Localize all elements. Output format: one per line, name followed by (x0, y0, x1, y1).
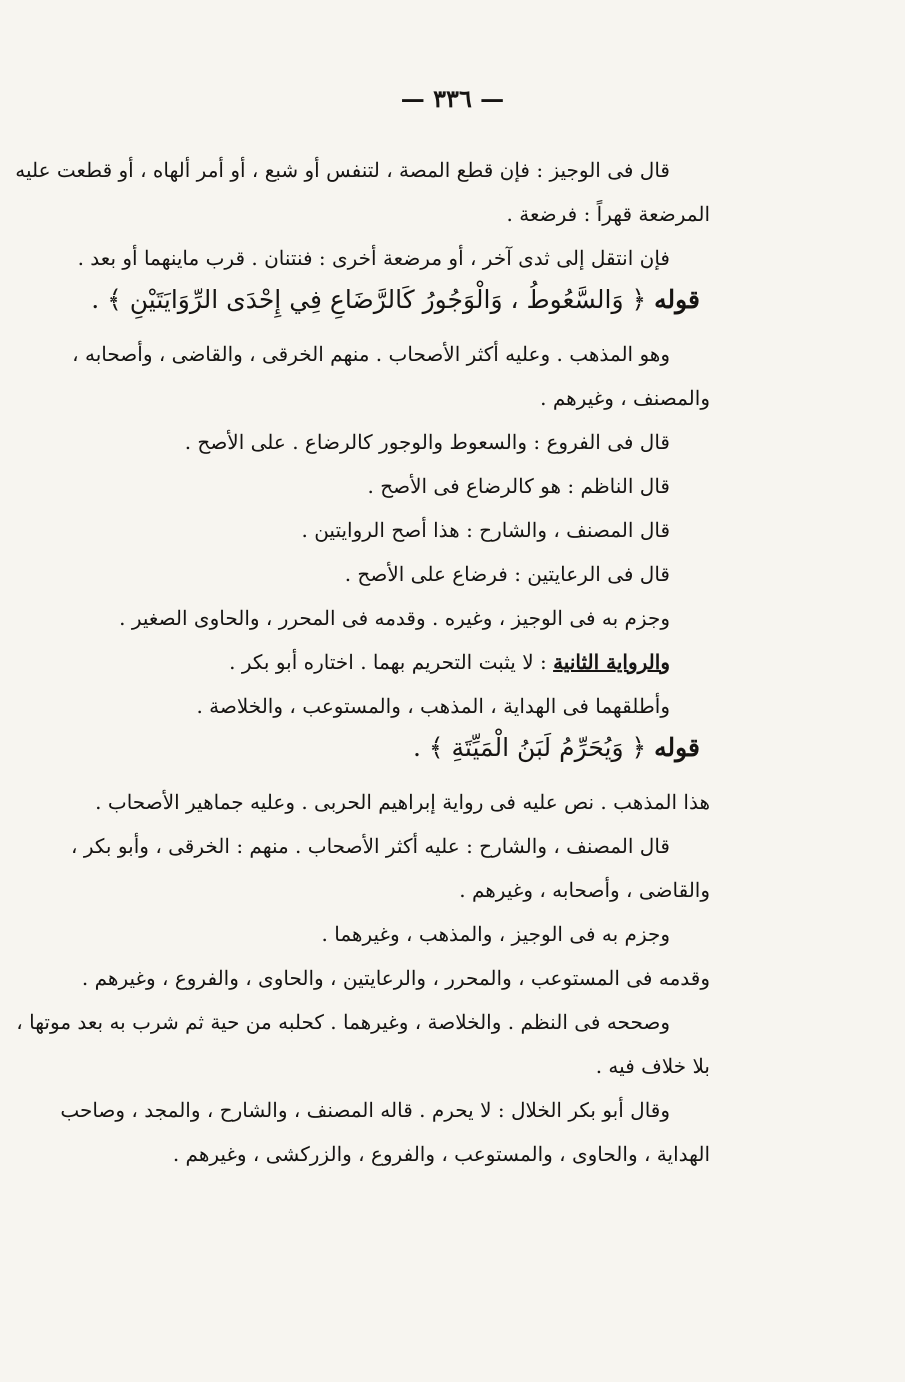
text-line: المرضعة قهراً : فرضعة . (506, 202, 710, 226)
text-line: وقدمه فى المستوعب ، والمحرر ، والرعايتين ، والحاوى ، والفروع ، وغيرهم . (81, 966, 710, 990)
heading-text: ﴿ وَيُحَرِّمُ لَبَنُ الْمَيِّتَةِ ﴾ . (413, 733, 647, 762)
text-line: قال المصنف ، والشارح : عليه أكثر الأصحاب . منهم : الخرقى ، وأبو بكر ، (71, 834, 670, 858)
text-line: وجزم به فى الوجيز ، وغيره . وقدمه فى المحرر ، والحاوى الصغير . (119, 606, 670, 630)
text-line-riwaya (100, 642, 710, 686)
text-line: وصححه فى النظم . والخلاصة ، وغيرهما . كحلبه من حية ثم شرب به بعد موتها ، (16, 1010, 670, 1034)
text-line: وقال أبو بكر الخلال : لا يحرم . قاله المصنف ، والشارح ، والمجد ، وصاحب (60, 1098, 670, 1122)
page-number: — ٣٣٦ — (400, 84, 505, 113)
riwaya-text: : لا يثبت التحريم بهما . اختاره أبو بكر . (229, 650, 547, 674)
text-line: قال فى الرعايتين : فرضاع على الأصح . (344, 562, 670, 586)
heading-keyword: قوله (654, 285, 700, 314)
text-line: قال فى الوجيز : فإن قطع المصة ، لتنفس أو شبع ، أو أمر ألهاه ، أو قطعت عليه (15, 158, 670, 182)
heading-text: ﴿ وَالسَّعُوطُ ، وَالْوَجُورُ كَالرَّضَاعِ فِي إِحْدَى الرِّوَايَتَيْنِ ﴾ . (91, 285, 647, 314)
text-line: وهو المذهب . وعليه أكثر الأصحاب . منهم الخرقى ، والقاضى ، وأصحابه ، (72, 342, 670, 366)
quoted-heading (91, 282, 710, 334)
text-line: قال المصنف ، والشارح : هذا أصح الروايتين . (301, 518, 670, 542)
riwaya-label: والرواية الثانية (553, 650, 670, 674)
text-line: بلا خلاف فيه . (595, 1054, 710, 1078)
text-line: قال الناظم : هو كالرضاع فى الأصح . (367, 474, 670, 498)
text-line: قال فى الفروع : والسعوط والوجور كالرضاع . على الأصح . (184, 430, 670, 454)
text-line: الهداية ، والحاوى ، والمستوعب ، والفروع ، والزركشى ، وغيرهم . (172, 1142, 710, 1166)
body-text (15, 150, 710, 1178)
text-line: والمصنف ، وغيرهم . (540, 386, 710, 410)
heading-keyword: قوله (654, 733, 700, 762)
quoted-heading (100, 730, 710, 782)
text-line: فإن انتقل إلى ثدى آخر ، أو مرضعة أخرى : فنتنان . قرب ماينهما أو بعد . (77, 246, 670, 270)
text-line: وجزم به فى الوجيز ، والمذهب ، وغيرهما . (321, 922, 670, 946)
text-line: والقاضى ، وأصحابه ، وغيرهم . (459, 878, 710, 902)
text-line: وأطلقهما فى الهداية ، المذهب ، والمستوعب ، والخلاصة . (196, 694, 670, 718)
text-line: هذا المذهب . نص عليه فى رواية إبراهيم الحربى . وعليه جماهير الأصحاب . (95, 790, 710, 814)
